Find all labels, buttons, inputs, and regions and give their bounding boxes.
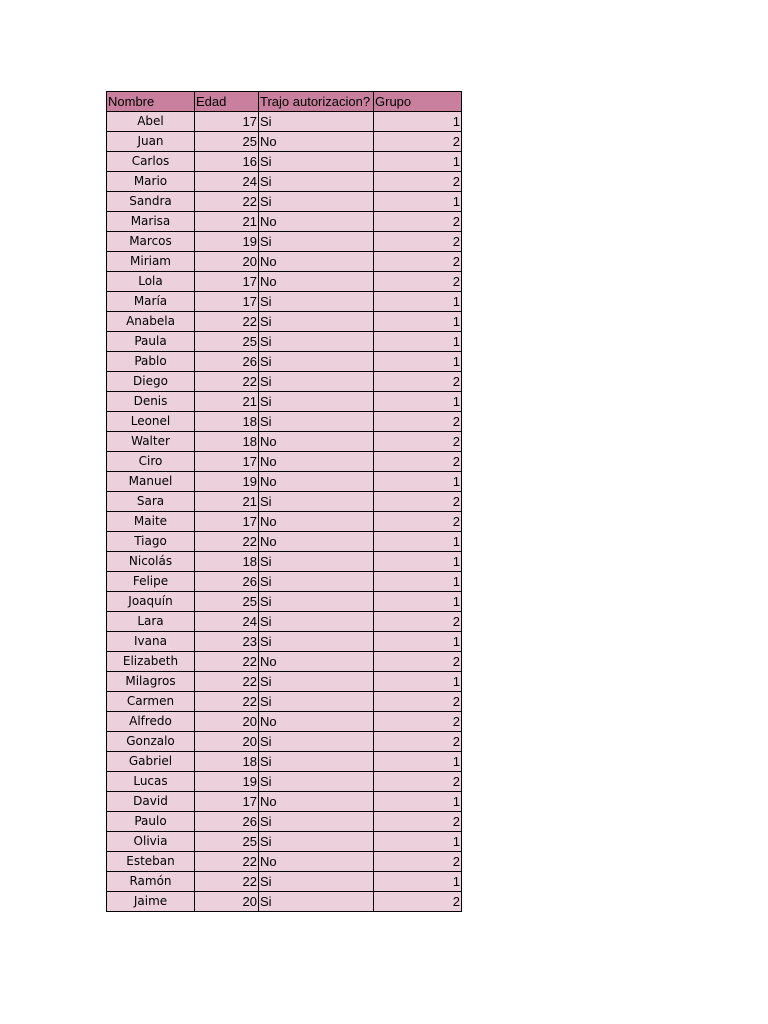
cell-nombre[interactable]: Jaime <box>107 892 195 912</box>
cell-edad[interactable]: 20 <box>195 712 259 732</box>
cell-autorizacion[interactable]: Si <box>259 832 374 852</box>
cell-autorizacion[interactable]: No <box>259 512 374 532</box>
cell-edad[interactable]: 25 <box>195 332 259 352</box>
cell-nombre[interactable]: Paula <box>107 332 195 352</box>
table-row <box>107 692 462 712</box>
table-row <box>107 412 462 432</box>
cell-autorizacion[interactable]: Si <box>259 392 374 412</box>
cell-autorizacion[interactable]: Si <box>259 312 374 332</box>
cell-edad[interactable]: 19 <box>195 772 259 792</box>
cell-grupo[interactable]: 2 <box>374 272 462 292</box>
cell-edad[interactable]: 17 <box>195 452 259 472</box>
cell-edad[interactable]: 22 <box>195 692 259 712</box>
cell-grupo[interactable]: 2 <box>374 412 462 432</box>
cell-autorizacion[interactable]: No <box>259 792 374 812</box>
cell-edad[interactable]: 17 <box>195 112 259 132</box>
cell-nombre[interactable]: Alfredo <box>107 712 195 732</box>
cell-autorizacion[interactable]: Si <box>259 872 374 892</box>
cell-grupo[interactable]: 1 <box>374 312 462 332</box>
table-row <box>107 472 462 492</box>
cell-edad[interactable]: 22 <box>195 652 259 672</box>
cell-nombre[interactable]: Felipe <box>107 572 195 592</box>
table-row <box>107 232 462 252</box>
header-trajo-autorizacion: Trajo autorizacion? <box>259 92 374 112</box>
cell-grupo[interactable]: 1 <box>374 292 462 312</box>
cell-autorizacion[interactable]: Si <box>259 112 374 132</box>
cell-grupo[interactable]: 2 <box>374 512 462 532</box>
cell-autorizacion[interactable]: Si <box>259 152 374 172</box>
table-row <box>107 192 462 212</box>
cell-autorizacion[interactable]: Si <box>259 612 374 632</box>
table-row <box>107 332 462 352</box>
header-edad: Edad <box>195 92 259 112</box>
cell-edad[interactable]: 18 <box>195 752 259 772</box>
cell-grupo[interactable]: 1 <box>374 752 462 772</box>
cell-edad[interactable]: 19 <box>195 232 259 252</box>
cell-grupo[interactable]: 1 <box>374 532 462 552</box>
table-row <box>107 532 462 552</box>
table-row <box>107 152 462 172</box>
cell-edad[interactable]: 17 <box>195 272 259 292</box>
cell-grupo[interactable]: 1 <box>374 592 462 612</box>
cell-nombre[interactable]: María <box>107 292 195 312</box>
cell-autorizacion[interactable]: No <box>259 252 374 272</box>
cell-nombre[interactable]: Paulo <box>107 812 195 832</box>
table-row <box>107 612 462 632</box>
cell-grupo[interactable]: 2 <box>374 492 462 512</box>
cell-autorizacion[interactable]: Si <box>259 352 374 372</box>
cell-edad[interactable]: 25 <box>195 832 259 852</box>
cell-grupo[interactable]: 1 <box>374 112 462 132</box>
table-row <box>107 652 462 672</box>
cell-autorizacion[interactable]: Si <box>259 772 374 792</box>
cell-autorizacion[interactable]: No <box>259 452 374 472</box>
cell-nombre[interactable]: Olivia <box>107 832 195 852</box>
cell-edad[interactable]: 22 <box>195 872 259 892</box>
cell-nombre[interactable]: Walter <box>107 432 195 452</box>
table-row <box>107 792 462 812</box>
cell-edad[interactable]: 17 <box>195 512 259 532</box>
cell-grupo[interactable]: 1 <box>374 572 462 592</box>
cell-nombre[interactable]: Esteban <box>107 852 195 872</box>
cell-nombre[interactable]: Juan <box>107 132 195 152</box>
cell-autorizacion[interactable]: Si <box>259 492 374 512</box>
cell-grupo[interactable]: 2 <box>374 172 462 192</box>
cell-nombre[interactable]: Carmen <box>107 692 195 712</box>
cell-edad[interactable]: 16 <box>195 152 259 172</box>
cell-autorizacion[interactable]: Si <box>259 412 374 432</box>
cell-autorizacion[interactable]: Si <box>259 172 374 192</box>
cell-edad[interactable]: 26 <box>195 572 259 592</box>
header-grupo: Grupo <box>374 92 462 112</box>
cell-autorizacion[interactable]: No <box>259 472 374 492</box>
cell-grupo[interactable]: 1 <box>374 552 462 572</box>
cell-grupo[interactable]: 2 <box>374 232 462 252</box>
cell-edad[interactable]: 20 <box>195 892 259 912</box>
cell-grupo[interactable]: 1 <box>374 192 462 212</box>
table-row <box>107 512 462 532</box>
cell-autorizacion[interactable]: Si <box>259 892 374 912</box>
table-row <box>107 552 462 572</box>
cell-edad[interactable]: 17 <box>195 792 259 812</box>
cell-edad[interactable]: 18 <box>195 552 259 572</box>
cell-autorizacion[interactable]: No <box>259 272 374 292</box>
table-row <box>107 212 462 232</box>
table-row <box>107 132 462 152</box>
cell-grupo[interactable]: 2 <box>374 732 462 752</box>
cell-nombre[interactable]: Mario <box>107 172 195 192</box>
table-row <box>107 592 462 612</box>
table-row <box>107 272 462 292</box>
cell-grupo[interactable]: 2 <box>374 652 462 672</box>
cell-nombre[interactable]: David <box>107 792 195 812</box>
cell-grupo[interactable]: 2 <box>374 712 462 732</box>
cell-nombre[interactable]: Tiago <box>107 532 195 552</box>
cell-edad[interactable]: 25 <box>195 132 259 152</box>
table-row <box>107 632 462 652</box>
table-row <box>107 892 462 912</box>
cell-edad[interactable]: 26 <box>195 812 259 832</box>
cell-grupo[interactable]: 1 <box>374 792 462 812</box>
cell-nombre[interactable]: Lara <box>107 612 195 632</box>
cell-nombre[interactable]: Carlos <box>107 152 195 172</box>
cell-grupo[interactable]: 1 <box>374 872 462 892</box>
table-row <box>107 112 462 132</box>
cell-grupo[interactable]: 1 <box>374 632 462 652</box>
cell-nombre[interactable]: Sara <box>107 492 195 512</box>
table-row <box>107 292 462 312</box>
cell-grupo[interactable]: 2 <box>374 892 462 912</box>
cell-edad[interactable]: 22 <box>195 852 259 872</box>
cell-edad[interactable]: 19 <box>195 472 259 492</box>
cell-edad[interactable]: 22 <box>195 192 259 212</box>
cell-nombre[interactable]: Marcos <box>107 232 195 252</box>
cell-edad[interactable]: 24 <box>195 172 259 192</box>
cell-edad[interactable]: 21 <box>195 492 259 512</box>
cell-autorizacion[interactable]: No <box>259 712 374 732</box>
cell-edad[interactable]: 22 <box>195 372 259 392</box>
cell-edad[interactable]: 22 <box>195 672 259 692</box>
table-row <box>107 732 462 752</box>
cell-edad[interactable]: 21 <box>195 212 259 232</box>
cell-grupo[interactable]: 2 <box>374 812 462 832</box>
header-row <box>107 92 462 112</box>
cell-autorizacion[interactable]: Si <box>259 632 374 652</box>
table-row <box>107 492 462 512</box>
cell-nombre[interactable]: Anabela <box>107 312 195 332</box>
cell-grupo[interactable]: 2 <box>374 692 462 712</box>
cell-autorizacion[interactable]: No <box>259 132 374 152</box>
table-row <box>107 812 462 832</box>
cell-autorizacion[interactable]: Si <box>259 812 374 832</box>
cell-grupo[interactable]: 1 <box>374 152 462 172</box>
cell-edad[interactable]: 22 <box>195 532 259 552</box>
cell-grupo[interactable]: 1 <box>374 392 462 412</box>
cell-grupo[interactable]: 1 <box>374 832 462 852</box>
cell-nombre[interactable]: Sandra <box>107 192 195 212</box>
cell-nombre[interactable]: Lucas <box>107 772 195 792</box>
cell-autorizacion[interactable]: No <box>259 532 374 552</box>
cell-edad[interactable]: 17 <box>195 292 259 312</box>
cell-edad[interactable]: 18 <box>195 412 259 432</box>
cell-autorizacion[interactable]: No <box>259 432 374 452</box>
cell-autorizacion[interactable]: Si <box>259 692 374 712</box>
cell-grupo[interactable]: 1 <box>374 472 462 492</box>
cell-nombre[interactable]: Gabriel <box>107 752 195 772</box>
table-row <box>107 752 462 772</box>
cell-edad[interactable]: 20 <box>195 252 259 272</box>
cell-edad[interactable]: 26 <box>195 352 259 372</box>
cell-nombre[interactable]: Maite <box>107 512 195 532</box>
cell-nombre[interactable]: Milagros <box>107 672 195 692</box>
cell-grupo[interactable]: 2 <box>374 372 462 392</box>
cell-grupo[interactable]: 1 <box>374 352 462 372</box>
table-row <box>107 312 462 332</box>
cell-nombre[interactable]: Leonel <box>107 412 195 432</box>
cell-nombre[interactable]: Gonzalo <box>107 732 195 752</box>
cell-nombre[interactable]: Ivana <box>107 632 195 652</box>
table-row <box>107 672 462 692</box>
cell-autorizacion[interactable]: Si <box>259 672 374 692</box>
cell-grupo[interactable]: 2 <box>374 612 462 632</box>
cell-autorizacion[interactable]: Si <box>259 592 374 612</box>
cell-nombre[interactable]: Marisa <box>107 212 195 232</box>
cell-autorizacion[interactable]: Si <box>259 332 374 352</box>
table-row <box>107 772 462 792</box>
cell-grupo[interactable]: 2 <box>374 252 462 272</box>
cell-grupo[interactable]: 2 <box>374 852 462 872</box>
table-row <box>107 452 462 472</box>
cell-edad[interactable]: 21 <box>195 392 259 412</box>
cell-nombre[interactable]: Elizabeth <box>107 652 195 672</box>
cell-nombre[interactable]: Abel <box>107 112 195 132</box>
table-row <box>107 252 462 272</box>
cell-autorizacion[interactable]: No <box>259 652 374 672</box>
cell-edad[interactable]: 24 <box>195 612 259 632</box>
table-row <box>107 832 462 852</box>
cell-autorizacion[interactable]: Si <box>259 572 374 592</box>
cell-grupo[interactable]: 2 <box>374 772 462 792</box>
cell-grupo[interactable]: 2 <box>374 432 462 452</box>
table-row <box>107 712 462 732</box>
cell-autorizacion[interactable]: Si <box>259 192 374 212</box>
cell-edad[interactable]: 20 <box>195 732 259 752</box>
cell-grupo[interactable]: 2 <box>374 212 462 232</box>
table-row <box>107 572 462 592</box>
cell-nombre[interactable]: Manuel <box>107 472 195 492</box>
table-row <box>107 172 462 192</box>
table-row <box>107 872 462 892</box>
table-row <box>107 432 462 452</box>
cell-autorizacion[interactable]: Si <box>259 732 374 752</box>
cell-nombre[interactable]: Diego <box>107 372 195 392</box>
table-body <box>107 112 462 912</box>
cell-nombre[interactable]: Miriam <box>107 252 195 272</box>
cell-grupo[interactable]: 2 <box>374 132 462 152</box>
cell-nombre[interactable]: Joaquín <box>107 592 195 612</box>
cell-nombre[interactable]: Nicolás <box>107 552 195 572</box>
table-row <box>107 352 462 372</box>
data-table <box>106 91 462 912</box>
cell-autorizacion[interactable]: No <box>259 212 374 232</box>
cell-nombre[interactable]: Ramón <box>107 872 195 892</box>
cell-nombre[interactable]: Lola <box>107 272 195 292</box>
cell-nombre[interactable]: Denis <box>107 392 195 412</box>
cell-autorizacion[interactable]: Si <box>259 232 374 252</box>
table-header <box>107 92 462 112</box>
cell-autorizacion[interactable]: Si <box>259 292 374 312</box>
cell-nombre[interactable]: Pablo <box>107 352 195 372</box>
cell-grupo[interactable]: 2 <box>374 452 462 472</box>
table-row <box>107 372 462 392</box>
table-row <box>107 852 462 872</box>
cell-autorizacion[interactable]: No <box>259 852 374 872</box>
cell-autorizacion[interactable]: Si <box>259 752 374 772</box>
cell-edad[interactable]: 23 <box>195 632 259 652</box>
cell-nombre[interactable]: Ciro <box>107 452 195 472</box>
cell-edad[interactable]: 25 <box>195 592 259 612</box>
table-row <box>107 392 462 412</box>
cell-autorizacion[interactable]: Si <box>259 552 374 572</box>
cell-grupo[interactable]: 1 <box>374 672 462 692</box>
cell-edad[interactable]: 18 <box>195 432 259 452</box>
cell-grupo[interactable]: 1 <box>374 332 462 352</box>
header-nombre: Nombre <box>107 92 195 112</box>
cell-autorizacion[interactable]: Si <box>259 372 374 392</box>
cell-edad[interactable]: 22 <box>195 312 259 332</box>
